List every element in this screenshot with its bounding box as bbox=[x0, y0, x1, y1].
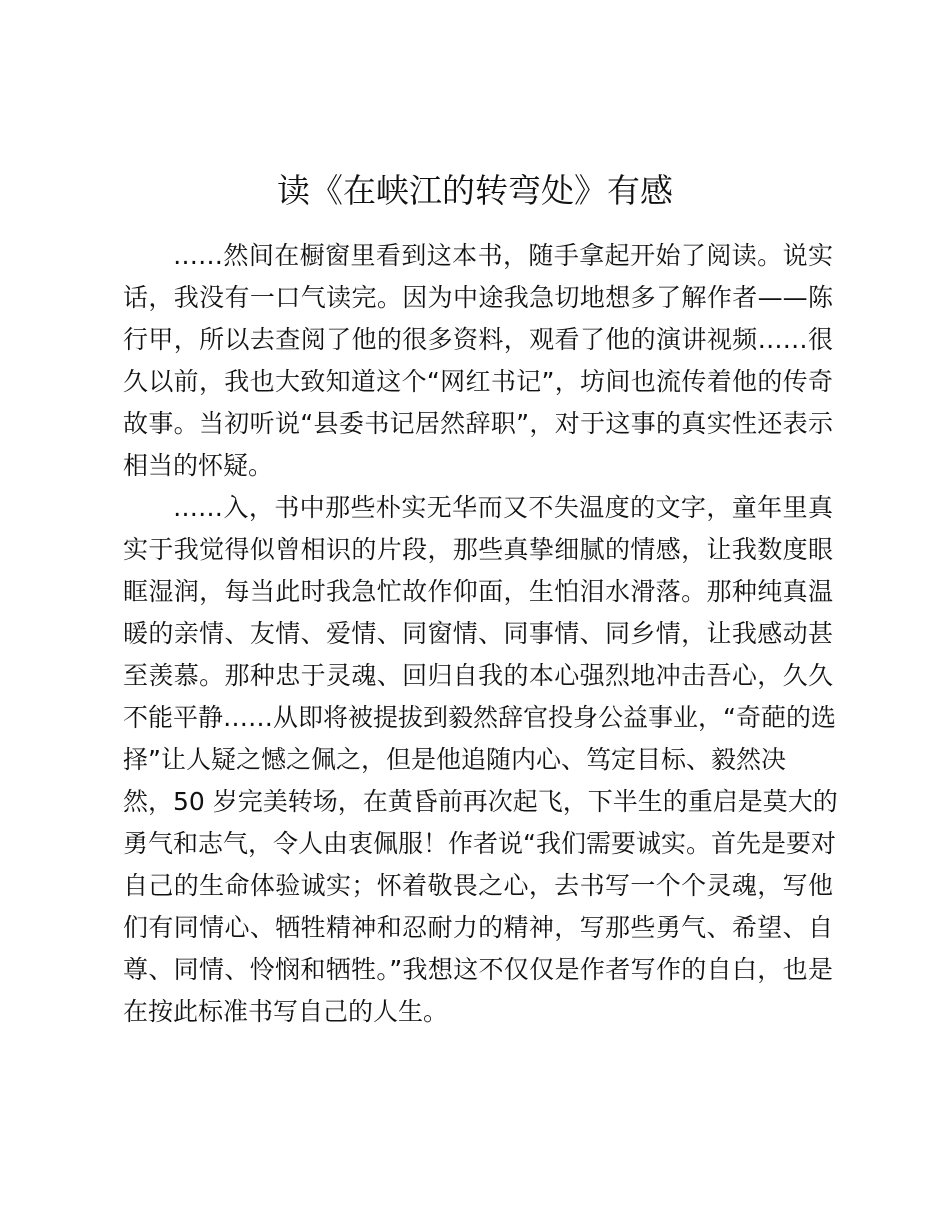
paragraph-line: 尊、同情、怜悯和牺牲。”我想这不仅仅是作者写作的自白，也是 bbox=[123, 955, 833, 984]
document-body bbox=[123, 235, 838, 1033]
paragraph-line: ……然间在橱窗里看到这本书，随手拿起开始了阅读。说实 bbox=[173, 241, 833, 270]
paragraph-line: 自己的生命体验诚实；怀着敬畏之心，去书写一个个灵魂，写他 bbox=[123, 871, 833, 900]
paragraph-line: ……入，书中那些朴实无华而又不失温度的文字，童年里真 bbox=[173, 493, 833, 522]
paragraph-line: 不能平静……从即将被提拔到毅然辞官投身公益事业，“奇葩的选 bbox=[123, 703, 836, 732]
paragraph-line: 勇气和志气，令人由衷佩服！作者说“我们需要诚实。首先是要对 bbox=[123, 829, 836, 858]
paragraph-2 bbox=[123, 487, 838, 1033]
paragraph-line: 行甲，所以去查阅了他的很多资料，观看了他的演讲视频……很 bbox=[123, 325, 833, 354]
paragraph-1 bbox=[123, 235, 833, 487]
paragraph-line: 故事。当初听说“县委书记居然辞职”，对于这事的真实性还表示 bbox=[123, 409, 833, 438]
paragraph-line: 久以前，我也大致知道这个“网红书记”，坊间也流传着他的传奇 bbox=[123, 367, 833, 396]
paragraph-line: 话，我没有一口气读完。因为中途我急切地想多了解作者——陈 bbox=[123, 283, 833, 312]
paragraph-line: 眶湿润，每当此时我急忙故作仰面，生怕泪水滑落。那种纯真温 bbox=[123, 577, 833, 606]
paragraph-line: 至羡慕。那种忠于灵魂、回归自我的本心强烈地冲击吾心，久久 bbox=[123, 661, 833, 690]
paragraph-line: 相当的怀疑。 bbox=[123, 451, 274, 480]
paragraph-line: 在按此标准书写自己的人生。 bbox=[123, 997, 449, 1026]
document-title: 读《在峡江的转弯处》有感 bbox=[277, 171, 673, 210]
paragraph-line: 们有同情心、牺牲精神和忍耐力的精神，写那些勇气、希望、自 bbox=[123, 913, 833, 942]
paragraph-line: 暖的亲情、友情、爱情、同窗情、同事情、同乡情，让我感动甚 bbox=[123, 619, 833, 648]
paragraph-line: 实于我觉得似曾相识的片段，那些真挚细腻的情感，让我数度眼 bbox=[123, 535, 833, 564]
paragraph-line: 然，50 岁完美转场，在黄昏前再次起飞，下半生的重启是莫大的 bbox=[123, 787, 838, 816]
paragraph-line: 择”让人疑之憾之佩之，但是他追随内心、笃定目标、毅然决 bbox=[123, 745, 786, 774]
